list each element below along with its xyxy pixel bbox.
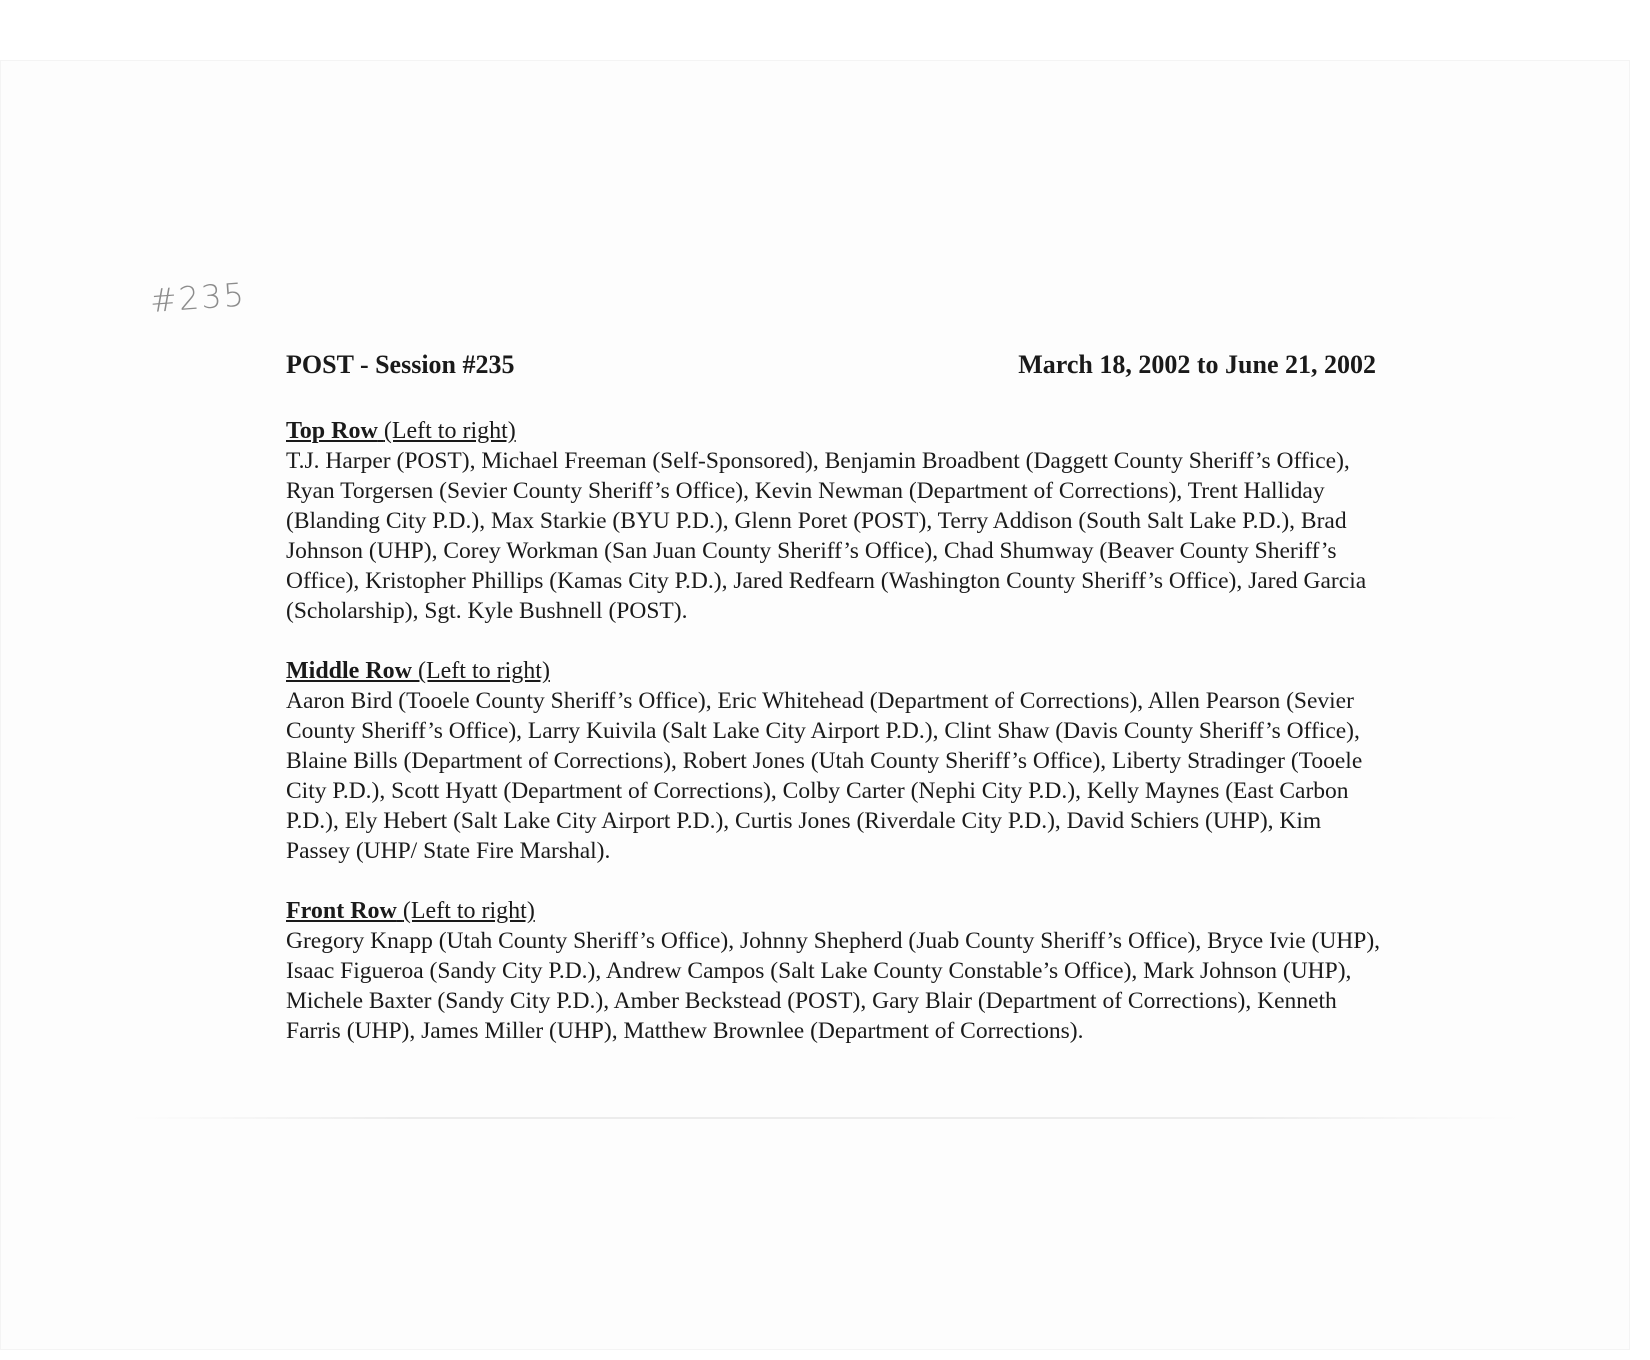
section-heading-title: Middle Row <box>286 658 412 684</box>
section-middle-row <box>286 656 1381 866</box>
roster-sections <box>286 416 1381 1076</box>
section-heading <box>286 896 1381 926</box>
document-header <box>286 350 1376 380</box>
section-top-row <box>286 416 1381 626</box>
section-front-row <box>286 896 1381 1046</box>
section-heading <box>286 416 1381 446</box>
section-roster-text: T.J. Harper (POST), Michael Freeman (Self-Sponsored), Benjamin Broadbent (Daggett County Sheriff’s Office), Ryan Torgersen (Sevier County Sheriff’s Office), Kevin Newman (Department of Corrections), Trent Halliday (Blanding City P.D.), Max Starkie (BYU P.D.), Glenn Poret (POST), Terry Addison (South Salt Lake P.D.), Brad Johnson (UHP), Corey Workman (San Juan County Sheriff’s Office), Chad Shumway (Beaver County Sheriff’s Office), Kristopher Phillips (Kamas City P.D.), Jared Redfearn (Washington County Sheriff’s Office), Jared Garcia (Scholarship), Sgt. Kyle Bushnell (POST). <box>286 448 1367 624</box>
document-dates: March 18, 2002 to June 21, 2002 <box>1018 350 1376 379</box>
page-edge-shadow <box>130 1117 1520 1119</box>
section-heading-subtitle: (Left to right) <box>383 418 516 444</box>
section-heading-title: Front Row <box>286 898 397 924</box>
section-heading-title: Top Row <box>286 418 378 444</box>
section-heading-subtitle: (Left to right) <box>402 898 535 924</box>
section-heading <box>286 656 1381 686</box>
document-title: POST - Session #235 <box>286 350 515 379</box>
handwritten-session-number: #235 <box>148 275 247 320</box>
section-roster-text: Aaron Bird (Tooele County Sheriff’s Office), Eric Whitehead (Department of Corrections), Allen Pearson (Sevier County Sheriff’s Office), Larry Kuivila (Salt Lake City Airport P.D.), Clint Shaw (Davis County Sheriff’s Office), Blaine Bills (Department of Corrections), Robert Jones (Utah County Sheriff’s Office), Liberty Stradinger (Tooele City P.D.), Scott Hyatt (Department of Corrections), Colby Carter (Nephi City P.D.), Kelly Maynes (East Carbon P.D.), Ely Hebert (Salt Lake City Airport P.D.), Curtis Jones (Riverdale City P.D.), David Schiers (UHP), Kim Passey (UHP/ State Fire Marshal). <box>286 688 1363 864</box>
section-roster-text: Gregory Knapp (Utah County Sheriff’s Office), Johnny Shepherd (Juab County Sheriff’s Office), Bryce Ivie (UHP), Isaac Figueroa (Sandy City P.D.), Andrew Campos (Salt Lake County Constable’s Office), Mark Johnson (UHP), Michele Baxter (Sandy City P.D.), Amber Beckstead (POST), Gary Blair (Department of Corrections), Kenneth Farris (UHP), James Miller (UHP), Matthew Brownlee (Department of Corrections). <box>286 928 1381 1044</box>
section-heading-subtitle: (Left to right) <box>418 658 550 684</box>
